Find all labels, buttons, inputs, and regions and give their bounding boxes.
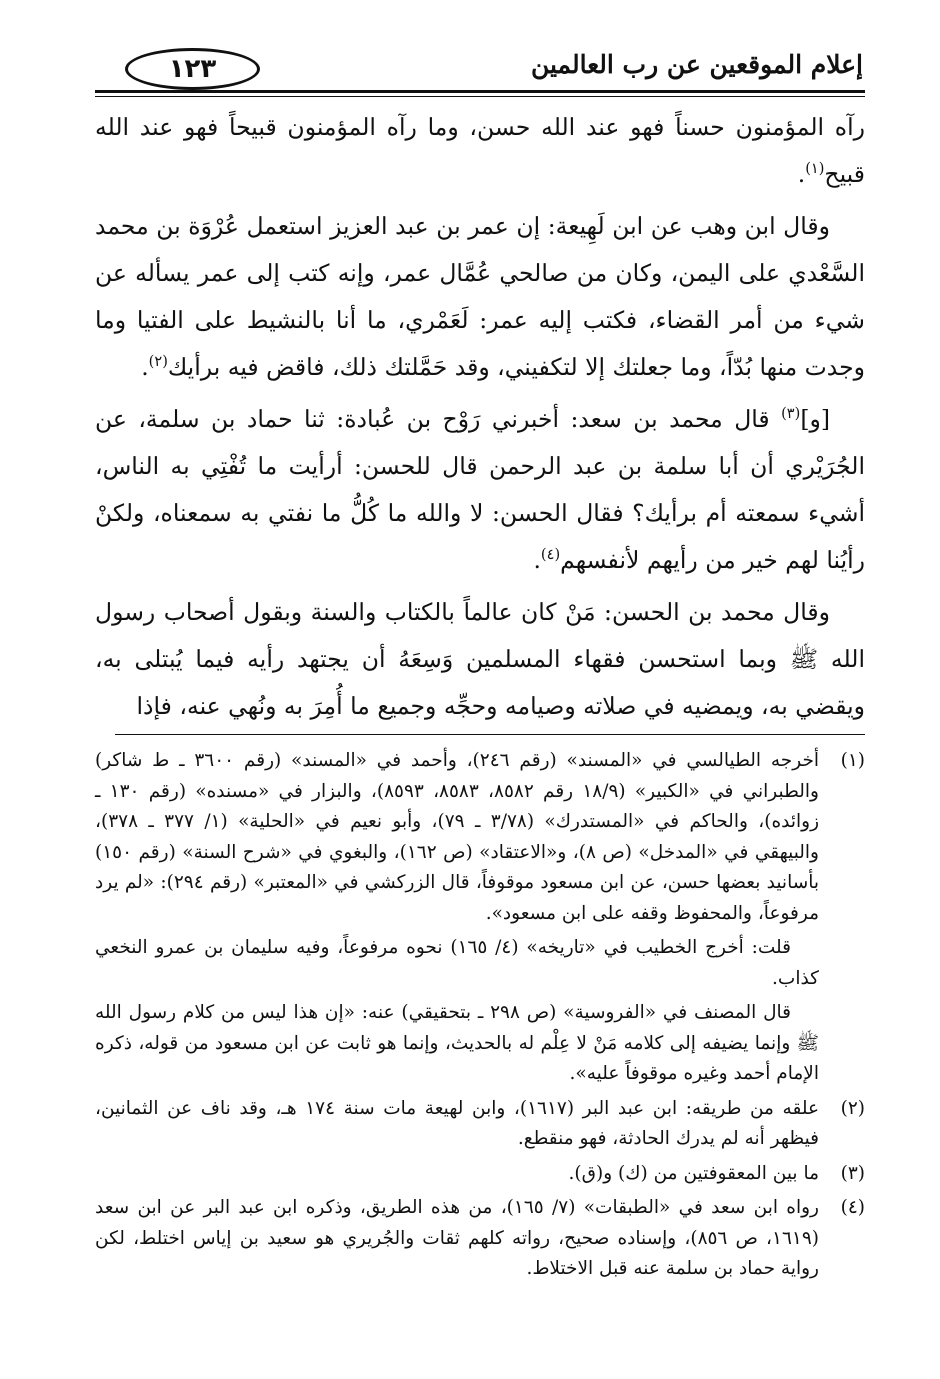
footnote-ref-1: (١): [805, 160, 825, 178]
footnote-number: (٢): [840, 1097, 865, 1119]
footnote-ref-2: (٢): [148, 353, 168, 371]
body-paragraph-3: [و]$^{(٣)}$ قال محمد بن سعد: أخبرني رَوْح بن عُبادة: ثنا حماد بن سلمة، عن الجُرَيْري أن أبا سلمة بن عبد الرحمن قال للحسن: أرأيت ما تُفْتِي به الناس، أشيء سمعته أم برأيك؟ فقال الحسن: لا والله ما كُلُّ ما نفتي به سمعناه، ولكنْ رأيُنا لهم خير من رأيهم لأنفسهم$^{(٤)}$.: [95, 405, 865, 574]
footnote-2: [95, 1094, 865, 1159]
page-header: [95, 40, 865, 100]
footnote-4: [95, 1193, 865, 1289]
footnote-number: (٤): [840, 1197, 865, 1218]
footnote-number: (٣): [840, 1162, 865, 1184]
body-paragraph-4: وقال محمد بن الحسن: مَنْ كان عالماً بالكتاب والسنة وبقول أصحاب رسول الله ﷺ وبما استحسن فقهاء المسلمين وَسِعَهُ أن يجتهد رأيه فيما يُبتلى به، ويقضي به، ويمضيه في صلاته وصيامه وحجِّه وجميع ما أُمِرَ به ونُهي عنه، فإذا: [95, 598, 865, 720]
main-text: [95, 104, 865, 735]
footnote-text: أخرجه الطيالسي في «المسند» (رقم ٢٤٦)، وأحمد في «المسند» (رقم ٣٦٠٠ ـ ط شاكر) والطبراني في «الكبير» (١٨/٩ رقم ٨٥٨٢، ٨٥٨٣، ٨٥٩٣)، والبزار في «مسنده» (رقم ١٣٠ ـ زوائده)، والحاكم في «المستدرك» (٣/٧٨ ـ ٧٩)، وأبو نعيم في «الحلية» (١/ ٣٧٧ ـ ٣٧٨)، والبيهقي في «المدخل» (ص ٨)، و«الاعتقاد» (ص ١٦٢)، والبغوي في «شرح السنة» (رقم ١٥٠) بأسانيد بعضها حسن، عن ابن مسعود موقوفاً، قال الزركشي في «المعتبر» (رقم ٢٩٤): «لم يرد مرفوعاً، والمحفوظ وقفه على ابن مسعود».: [95, 750, 820, 924]
header-rule: [95, 90, 865, 93]
footnotes: [95, 746, 865, 1289]
footnote-ref-3: (٣): [781, 405, 801, 423]
footnote-1: [95, 746, 865, 1094]
footnote-text: قلت: أخرج الخطيب في «تاريخه» (٤/ ١٦٥) نحوه مرفوعاً، وفيه سليمان بن عمرو النخعي كذاب.: [95, 937, 819, 989]
footnote-ref-4: (٤): [540, 546, 561, 564]
running-title: إعلام الموقعين عن رب العالمين: [530, 50, 863, 79]
body-paragraph-1: رآه المؤمنون حسناً فهو عند الله حسن، وما رآه المؤمنون قبيحاً فهو عند الله قبيح$^{(١)}$.: [95, 113, 865, 188]
footnote-text: علقه من طريقه: ابن عبد البر (١٦١٧)، وابن لهيعة مات سنة ١٧٤ هـ، وقد ناف عن الثمانين، فيظهر أنه لم يدرك الحادثة، فهو منقطع.: [95, 1097, 819, 1149]
footnote-3: [95, 1159, 865, 1194]
footnote-text: قال المصنف في «الفروسية» (ص ٢٩٨ ـ بتحقيقي) عنه: «إن هذا ليس من كلام رسول الله ﷺ وإنما يضيفه إلى كلامه مَنْ لا عِلْم له بالحديث، وإنما هو ثابت عن ابن مسعود من قوله، ذكره الإمام أحمد وغيره موقوفاً عليه».: [95, 1002, 819, 1084]
footnote-number: (١): [840, 750, 865, 771]
footnote-text: رواه ابن سعد في «الطبقات» (٧/ ١٦٥)، من هذه الطريق، وذكره ابن عبد البر عن ابن سعد (١٦١٩، ص ٨٥٦)، وإسناده صحيح، رواته كلهم ثقات والجُريري هو سعيد بن إياس اختلط، لكن رواية حماد بن سلمة عنه قبل الاختلاط.: [95, 1197, 819, 1279]
body-paragraph-2: وقال ابن وهب عن ابن لَهِيعة: إن عمر بن عبد العزيز استعمل عُرْوَة بن محمد السَّعْدي على اليمن، وكان من صالحي عُمَّال عمر، وإنه كتب إلى عمر يسأله عن شيء من أمر القضاء، فكتب إليه عمر: لَعَمْري، ما أنا بالنشيط على الفتيا وما وجدت منها بُدّاً، وما جعلتك إلا لتكفيني، وقد حَمَّلتك ذلك، فاقض فيه برأيك$^{(٢)}$.: [95, 212, 865, 381]
footnote-text: ما بين المعقوفتين من (ك) و(ق).: [568, 1162, 819, 1184]
page-number: ١٢٣: [125, 48, 260, 90]
header-rule-thin: [95, 96, 865, 97]
footnote-divider: [115, 734, 865, 735]
